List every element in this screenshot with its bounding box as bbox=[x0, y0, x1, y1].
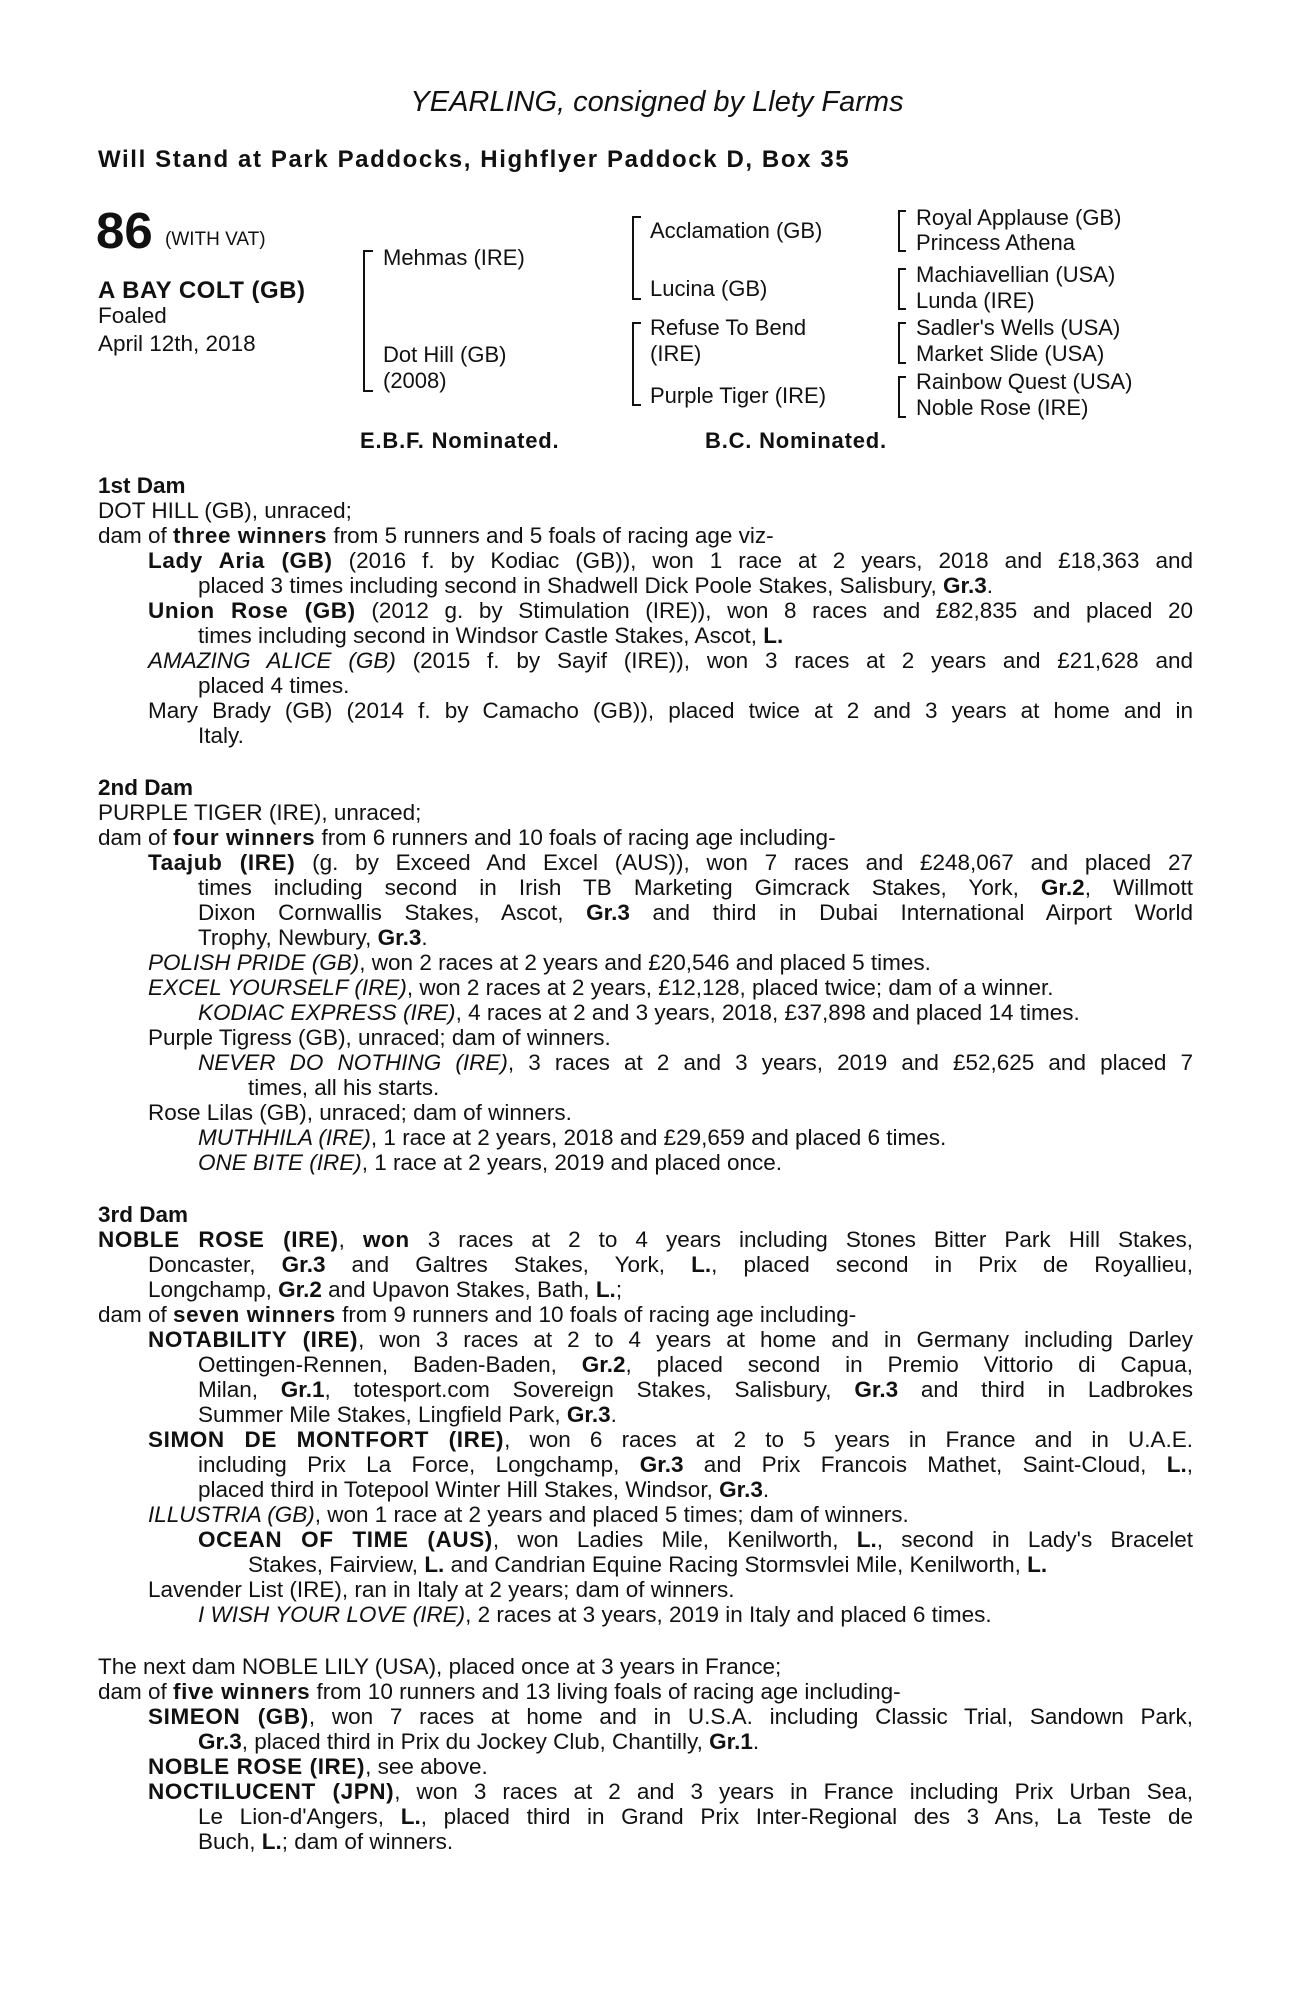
sire-dam: Lucina (GB) bbox=[650, 276, 768, 301]
text: Milan, bbox=[198, 1377, 281, 1402]
grade: Gr.2 bbox=[581, 1352, 626, 1377]
text: (g. by Exceed And Excel (AUS)), won 7 races and £248,067 and placed 27 bbox=[295, 850, 1193, 875]
horse-name: NEVER DO NOTHING (IRE) bbox=[198, 1050, 508, 1075]
bc-nominated: B.C. Nominated. bbox=[705, 428, 887, 453]
text: 3 races at 2 to 4 years including Stones Bitter Park Hill Stakes, bbox=[409, 1227, 1193, 1252]
third-dam-name bbox=[98, 1227, 1193, 1252]
text: , 3 races at 2 and 3 years, 2019 and £52,625 and placed 7 bbox=[507, 1050, 1194, 1075]
text: Longchamp, bbox=[148, 1277, 279, 1302]
winners-count: four winners bbox=[173, 825, 316, 850]
text: , won 2 races at 2 years, £12,128, placed twice; dam of a winner. bbox=[406, 975, 1054, 1000]
first-dam-produce bbox=[98, 523, 1193, 548]
page-title: YEARLING, consigned by Llety Farms bbox=[410, 86, 904, 118]
text: won bbox=[362, 1227, 410, 1252]
text: dam of bbox=[98, 523, 174, 548]
horse-name: NOCTILUCENT (JPN) bbox=[148, 1779, 395, 1804]
progeny-entry: Rose Lilas (GB), unraced; dam of winners. bbox=[148, 1100, 572, 1125]
progeny-entry-cont bbox=[198, 1352, 1193, 1377]
text: including Prix La Force, Longchamp, bbox=[198, 1452, 640, 1477]
progeny-entry bbox=[148, 548, 1193, 573]
winners-count: five winners bbox=[173, 1679, 311, 1704]
horse-name: SIMEON (GB) bbox=[148, 1704, 309, 1729]
text: placed 3 times including second in Shadwell Dick Poole Stakes, Salisbury, bbox=[198, 573, 943, 598]
text: . bbox=[986, 573, 994, 598]
progeny-entry-cont bbox=[198, 1729, 1193, 1754]
third-dam-cont bbox=[148, 1252, 1193, 1277]
gg-6: Market Slide (USA) bbox=[916, 341, 1105, 366]
text: Buch, bbox=[198, 1829, 262, 1854]
text: , won 7 races at home and in U.S.A. including Classic Trial, Sandown Park, bbox=[308, 1704, 1193, 1729]
horse-name: Lady Aria (GB) bbox=[148, 548, 333, 573]
text: , second in Lady's Bracelet bbox=[876, 1527, 1193, 1552]
foaled-label: Foaled bbox=[98, 303, 167, 328]
horse-name: ONE BITE (IRE) bbox=[198, 1150, 362, 1175]
vat-note: (WITH VAT) bbox=[165, 229, 266, 250]
grand-progeny-entry bbox=[198, 1000, 1193, 1025]
gg-4: Lunda (IRE) bbox=[916, 288, 1035, 313]
text: times including second in Windsor Castle Stakes, Ascot, bbox=[198, 623, 764, 648]
grand-progeny-entry bbox=[198, 1050, 1193, 1075]
progeny-entry bbox=[148, 1704, 1193, 1729]
next-dam-produce bbox=[98, 1679, 1193, 1704]
progeny-entry-cont bbox=[198, 573, 1193, 598]
brace-sd bbox=[898, 268, 906, 310]
winners-count: seven winners bbox=[173, 1302, 336, 1327]
brace-ds bbox=[898, 322, 906, 364]
text: . bbox=[762, 1477, 770, 1502]
text: from 5 runners and 5 foals of racing age viz- bbox=[327, 523, 774, 548]
horse-name: Union Rose (GB) bbox=[148, 598, 356, 623]
text: , Willmott bbox=[1084, 875, 1193, 900]
text: , won 1 race at 2 years and placed 5 times; dam of winners. bbox=[314, 1502, 909, 1527]
horse-name: MUTHHILA (IRE) bbox=[198, 1125, 371, 1150]
text: Trophy, Newbury, bbox=[198, 925, 378, 950]
progeny-entry-cont bbox=[198, 1402, 1193, 1427]
progeny-entry-cont: placed 4 times. bbox=[198, 673, 350, 698]
progeny-entry bbox=[148, 975, 1193, 1000]
dam-brace bbox=[632, 322, 641, 406]
progeny-entry bbox=[148, 1754, 1193, 1779]
grade: L. bbox=[1166, 1452, 1187, 1477]
sire-sire: Acclamation (GB) bbox=[650, 218, 823, 243]
progeny-entry: Purple Tigress (GB), unraced; dam of winners. bbox=[148, 1025, 611, 1050]
text: dam of bbox=[98, 1302, 174, 1327]
brace-dd bbox=[898, 376, 906, 418]
winners-count: three winners bbox=[173, 523, 328, 548]
grand-progeny-entry bbox=[198, 1150, 1193, 1175]
gg-1: Royal Applause (GB) bbox=[916, 205, 1122, 230]
grade: Gr.3 bbox=[566, 1402, 611, 1427]
sire: Mehmas (IRE) bbox=[383, 245, 525, 270]
grade: Gr.3 bbox=[586, 900, 630, 925]
text: , 1 race at 2 years, 2019 and placed once. bbox=[361, 1150, 783, 1175]
text: , won 3 races at 2 to 4 years at home and in Germany including Darley bbox=[358, 1327, 1193, 1352]
text: ; bbox=[615, 1277, 623, 1302]
grand-progeny-entry bbox=[198, 1125, 1193, 1150]
horse-name: KODIAC EXPRESS (IRE) bbox=[198, 1000, 456, 1025]
third-dam-produce bbox=[98, 1302, 1193, 1327]
progeny-entry: Lavender List (IRE), ran in Italy at 2 years; dam of winners. bbox=[148, 1577, 735, 1602]
lot-description: A BAY COLT (GB) bbox=[98, 277, 306, 304]
text: Doncaster, bbox=[148, 1252, 282, 1277]
text: , won 6 races at 2 to 5 years in France and in U.A.E. bbox=[504, 1427, 1194, 1452]
grade: L. bbox=[1027, 1552, 1048, 1577]
gg-7: Rainbow Quest (USA) bbox=[916, 369, 1133, 394]
text: Summer Mile Stakes, Lingfield Park, bbox=[198, 1402, 567, 1427]
grade: Gr.1 bbox=[280, 1377, 325, 1402]
text: , placed third in Grand Prix Inter-Regional des 3 Ans, La Teste de bbox=[420, 1804, 1193, 1829]
grand-progeny-entry bbox=[198, 1602, 1193, 1627]
progeny-entry-cont bbox=[198, 1477, 1193, 1502]
pedigree-brace bbox=[363, 250, 373, 392]
stand-location: Will Stand at Park Paddocks, Highflyer Paddock D, Box 35 bbox=[98, 146, 851, 173]
grade: L. bbox=[856, 1527, 877, 1552]
progeny-entry bbox=[148, 950, 1193, 975]
grade: L. bbox=[261, 1829, 282, 1854]
text: dam of bbox=[98, 1679, 174, 1704]
grade: Gr.1 bbox=[709, 1729, 753, 1754]
grade: L. bbox=[400, 1804, 421, 1829]
first-dam-name: DOT HILL (GB), unraced; bbox=[98, 498, 352, 523]
text: , won 2 races at 2 years and £20,546 and placed 5 times. bbox=[359, 950, 931, 975]
horse-name: AMAZING ALICE (GB) bbox=[148, 648, 396, 673]
progeny-entry-cont bbox=[198, 875, 1193, 900]
text: . bbox=[752, 1729, 760, 1754]
text: , placed second in Prix de Royallieu, bbox=[711, 1252, 1193, 1277]
progeny-entry bbox=[148, 1779, 1193, 1804]
sire-brace bbox=[632, 216, 641, 300]
horse-name: EXCEL YOURSELF (IRE) bbox=[148, 975, 407, 1000]
brace-ss bbox=[898, 210, 906, 252]
dam: Dot Hill (GB) bbox=[383, 342, 507, 367]
progeny-entry-cont bbox=[198, 1377, 1193, 1402]
grade: Gr.3 bbox=[281, 1252, 326, 1277]
progeny-entry-cont bbox=[198, 1804, 1193, 1829]
text: , bbox=[338, 1227, 363, 1252]
horse-name: NOBLE ROSE (IRE) bbox=[98, 1227, 339, 1252]
text: ; dam of winners. bbox=[281, 1829, 454, 1854]
text: from 9 runners and 10 foals of racing age including- bbox=[335, 1302, 857, 1327]
grade: Gr.3 bbox=[719, 1477, 763, 1502]
progeny-entry-cont bbox=[198, 623, 1193, 648]
text: and third in Dubai International Airport World bbox=[629, 900, 1194, 925]
horse-name: POLISH PRIDE (GB) bbox=[148, 950, 360, 975]
text: , totesport.com Sovereign Stakes, Salisbury, bbox=[324, 1377, 855, 1402]
text: placed third in Totepool Winter Hill Stakes, Windsor, bbox=[198, 1477, 720, 1502]
progeny-entry bbox=[148, 1502, 1193, 1527]
text: , 2 races at 3 years, 2019 in Italy and placed 6 times. bbox=[465, 1602, 992, 1627]
progeny-entry bbox=[148, 598, 1193, 623]
text: (2012 g. by Stimulation (IRE)), won 8 races and £82,835 and placed 20 bbox=[355, 598, 1193, 623]
dam-sire-country: (IRE) bbox=[650, 341, 702, 366]
third-dam-cont bbox=[148, 1277, 1193, 1302]
text: , placed second in Premio Vittorio di Capua, bbox=[625, 1352, 1193, 1377]
grade: L. bbox=[595, 1277, 616, 1302]
progeny-entry bbox=[148, 1427, 1193, 1452]
text: , won 3 races at 2 and 3 years in France including Prix Urban Sea, bbox=[394, 1779, 1193, 1804]
foaled-date: April 12th, 2018 bbox=[98, 331, 256, 356]
text: and Prix Francois Mathet, Saint-Cloud, bbox=[683, 1452, 1167, 1477]
third-dam-heading: 3rd Dam bbox=[98, 1202, 189, 1227]
progeny-entry-cont bbox=[198, 1829, 1193, 1854]
text: and Candrian Equine Racing Stormsvlei Mile, Kenilworth, bbox=[444, 1552, 1028, 1577]
text: , bbox=[1186, 1452, 1193, 1477]
horse-name: Taajub (IRE) bbox=[148, 850, 296, 875]
text: , 1 race at 2 years, 2018 and £29,659 and placed 6 times. bbox=[370, 1125, 947, 1150]
text: and Galtres Stakes, York, bbox=[325, 1252, 692, 1277]
grade: Gr.3 bbox=[198, 1729, 242, 1754]
grand-progeny-cont: times, all his starts. bbox=[248, 1075, 440, 1100]
progeny-entry-cont bbox=[198, 1452, 1193, 1477]
dam-sire: Refuse To Bend bbox=[650, 315, 807, 340]
dam-dam: Purple Tiger (IRE) bbox=[650, 383, 827, 408]
gg-3: Machiavellian (USA) bbox=[916, 262, 1116, 287]
text: Dixon Cornwallis Stakes, Ascot, bbox=[198, 900, 587, 925]
second-dam-produce bbox=[98, 825, 1193, 850]
gg-5: Sadler's Wells (USA) bbox=[916, 315, 1121, 340]
text: , 4 races at 2 and 3 years, 2018, £37,898 and placed 14 times. bbox=[455, 1000, 1080, 1025]
horse-name: OCEAN OF TIME (AUS) bbox=[198, 1527, 493, 1552]
text: times including second in Irish TB Marketing Gimcrack Stakes, York, bbox=[198, 875, 1041, 900]
grade: L. bbox=[424, 1552, 445, 1577]
text: , won Ladies Mile, Kenilworth, bbox=[492, 1527, 857, 1552]
grade: L. bbox=[691, 1252, 712, 1277]
horse-name: SIMON DE MONTFORT (IRE) bbox=[148, 1427, 505, 1452]
text: . bbox=[610, 1402, 617, 1427]
gg-8: Noble Rose (IRE) bbox=[916, 395, 1089, 420]
horse-name: ILLUSTRIA (GB) bbox=[148, 1502, 315, 1527]
horse-name: I WISH YOUR LOVE (IRE) bbox=[198, 1602, 466, 1627]
second-dam-heading: 2nd Dam bbox=[98, 775, 194, 800]
progeny-entry-cont bbox=[198, 900, 1193, 925]
text: , see above. bbox=[365, 1754, 488, 1779]
second-dam-name: PURPLE TIGER (IRE), unraced; bbox=[98, 800, 422, 825]
gg-2: Princess Athena bbox=[916, 230, 1075, 255]
grade: Gr.3 bbox=[639, 1452, 684, 1477]
grand-progeny-cont bbox=[248, 1552, 1314, 1577]
grade: Gr.3 bbox=[942, 573, 987, 598]
horse-name: NOBLE ROSE (IRE) bbox=[148, 1754, 366, 1779]
progeny-entry bbox=[148, 850, 1193, 875]
grade: Gr.2 bbox=[278, 1277, 322, 1302]
lot-number: 86 bbox=[96, 202, 153, 259]
progeny-entry-cont bbox=[198, 925, 1193, 950]
text: from 6 runners and 10 foals of racing age including- bbox=[315, 825, 836, 850]
grade: L. bbox=[763, 623, 784, 648]
progeny-entry bbox=[148, 648, 1193, 673]
ebf-nominated: E.B.F. Nominated. bbox=[360, 428, 560, 453]
horse-name: NOTABILITY (IRE) bbox=[148, 1327, 359, 1352]
grade: Gr.3 bbox=[854, 1377, 899, 1402]
text: Oettingen-Rennen, Baden-Baden, bbox=[198, 1352, 582, 1377]
grade: Gr.2 bbox=[1040, 875, 1085, 900]
grand-progeny-entry bbox=[198, 1527, 1193, 1552]
text: from 10 runners and 13 living foals of racing age including- bbox=[310, 1679, 901, 1704]
progeny-entry-cont: Italy. bbox=[198, 723, 244, 748]
text: and Upavon Stakes, Bath, bbox=[321, 1277, 596, 1302]
text: . bbox=[421, 925, 428, 950]
first-dam-heading: 1st Dam bbox=[98, 473, 186, 498]
next-dam-name: The next dam NOBLE LILY (USA), placed once at 3 years in France; bbox=[98, 1654, 782, 1679]
text: (2016 f. by Kodiac (GB)), won 1 race at 2 years, 2018 and £18,363 and bbox=[332, 548, 1193, 573]
text: Le Lion-d'Angers, bbox=[198, 1804, 401, 1829]
text: and third in Ladbrokes bbox=[898, 1377, 1193, 1402]
grade: Gr.3 bbox=[377, 925, 422, 950]
text: Stakes, Fairview, bbox=[248, 1552, 425, 1577]
text: dam of bbox=[98, 825, 174, 850]
dam-year: (2008) bbox=[383, 368, 447, 393]
progeny-entry bbox=[148, 1327, 1193, 1352]
text: , placed third in Prix du Jockey Club, Chantilly, bbox=[241, 1729, 710, 1754]
progeny-entry: Mary Brady (GB) (2014 f. by Camacho (GB)), placed twice at 2 and 3 years at home and in bbox=[148, 698, 1193, 723]
text: (2015 f. by Sayif (IRE)), won 3 races at 2 years and £21,628 and bbox=[395, 648, 1193, 673]
